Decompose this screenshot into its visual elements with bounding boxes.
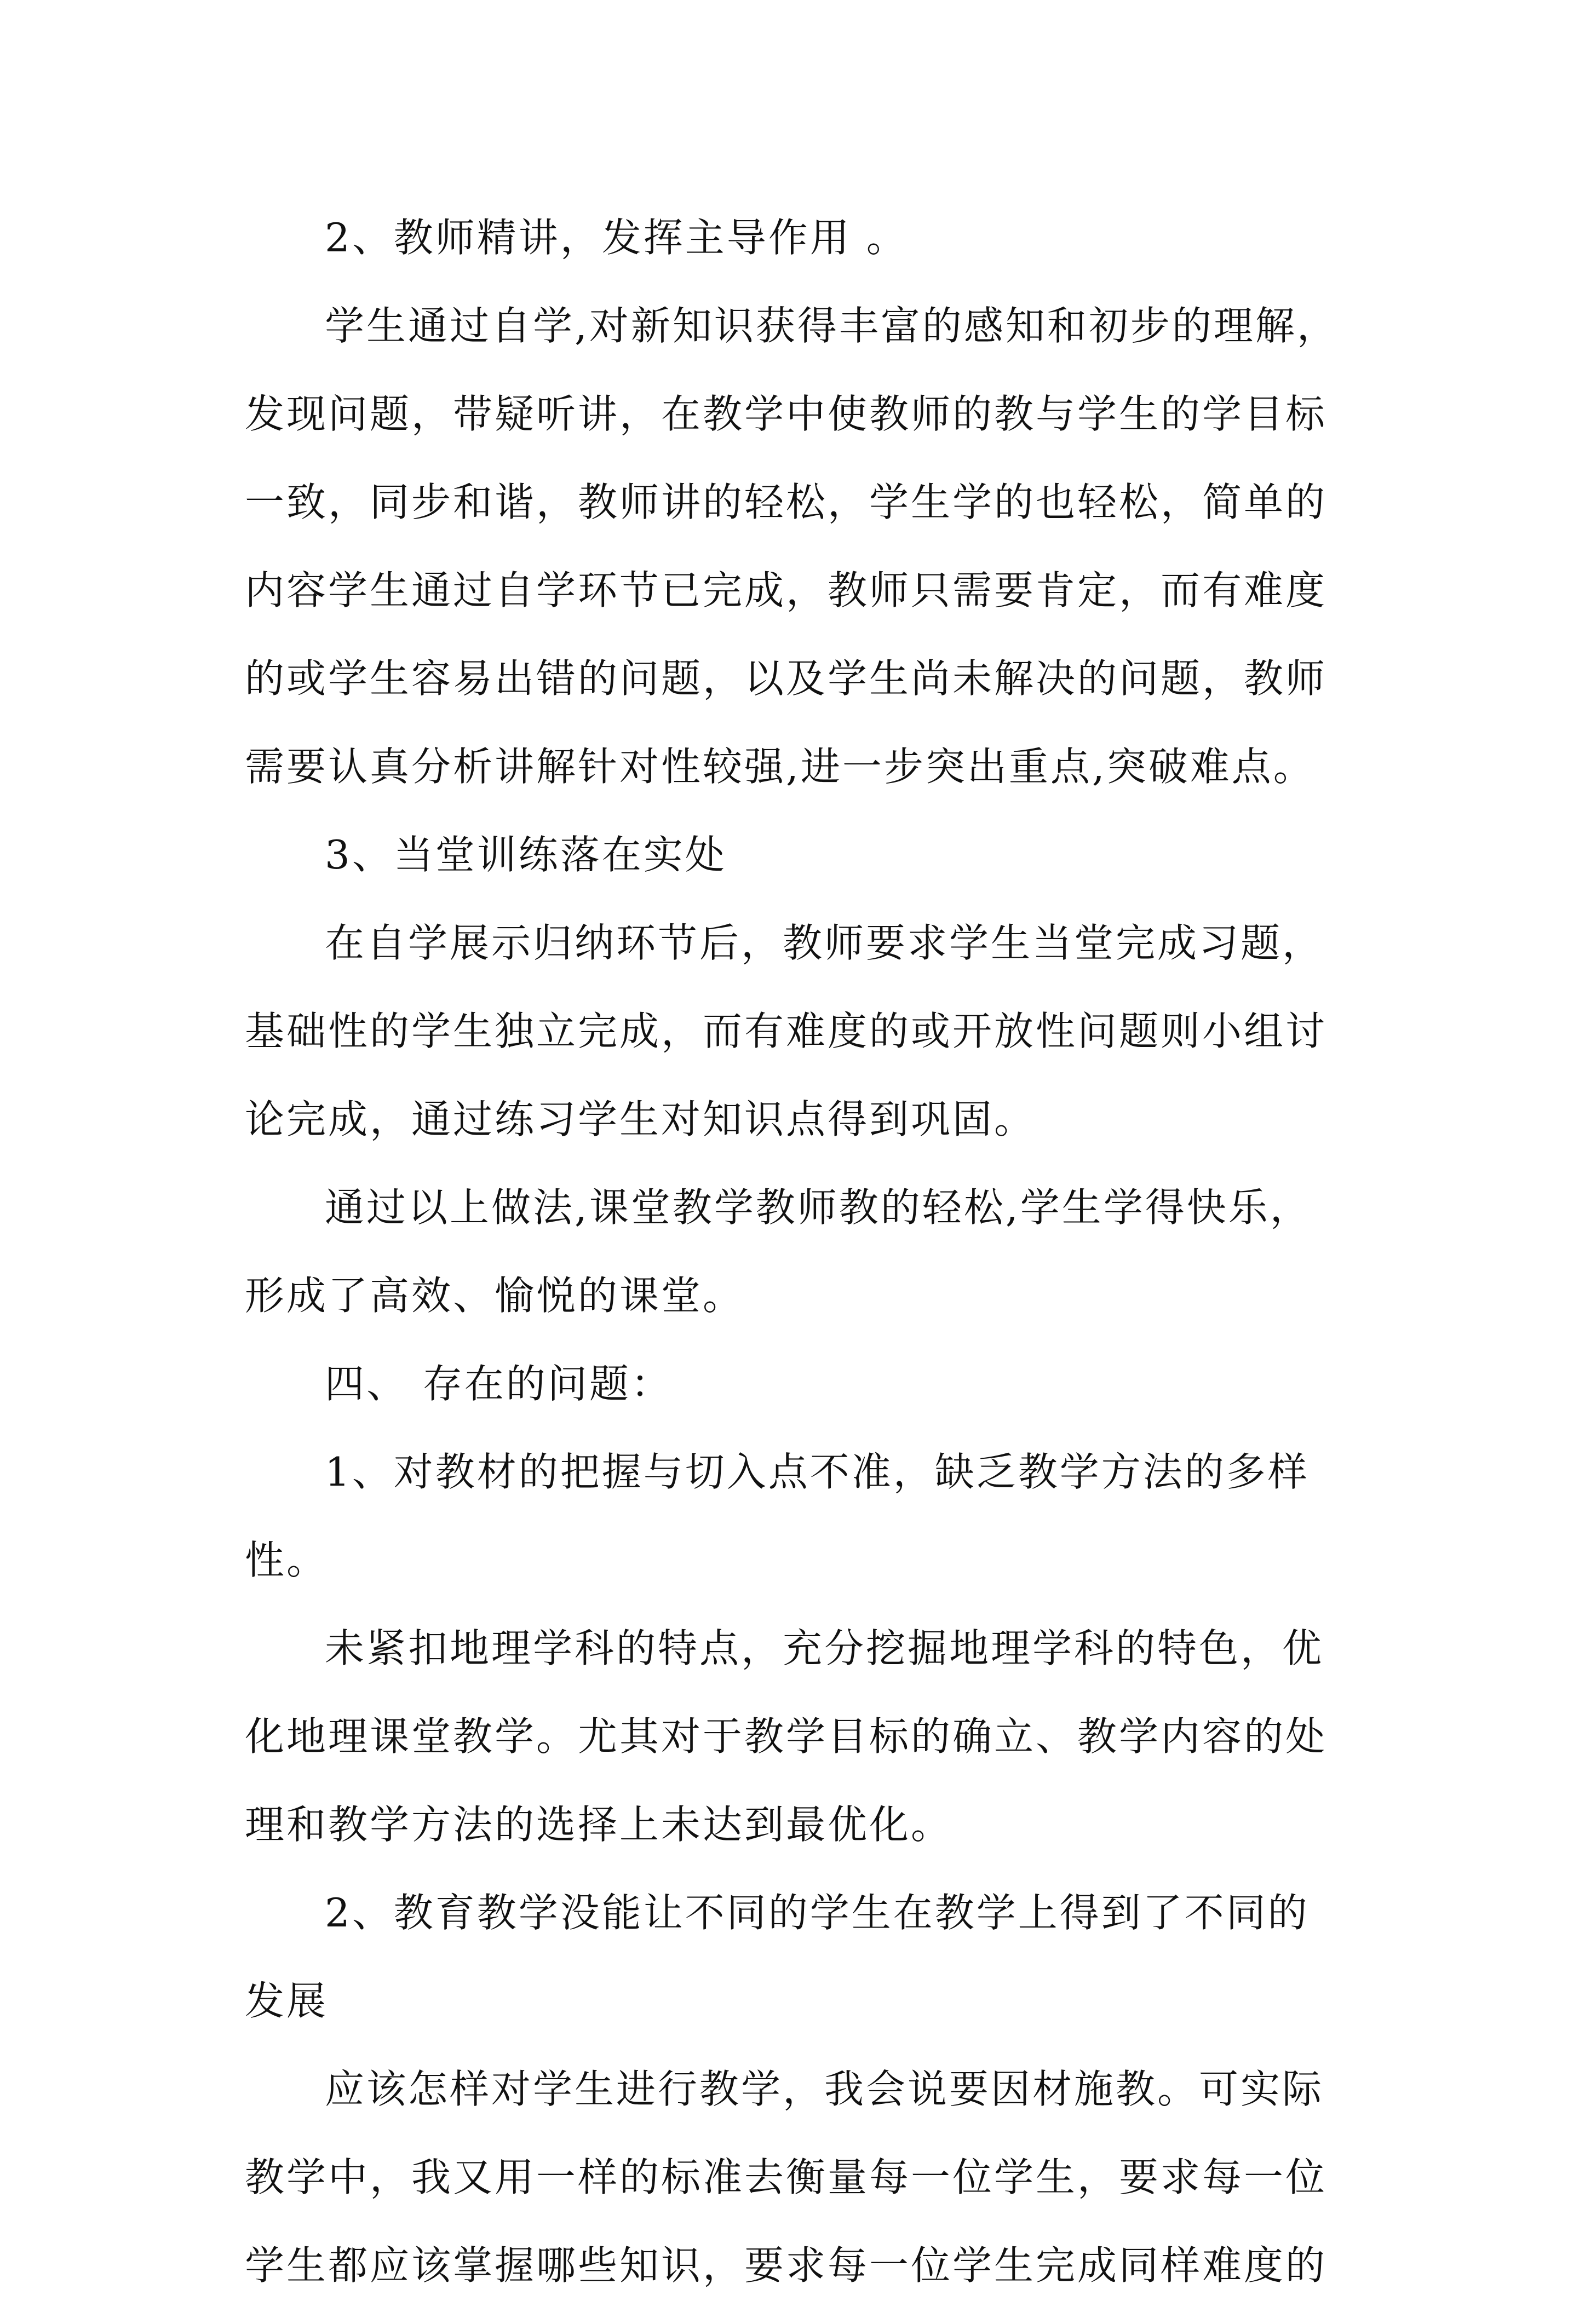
text-line: 的或学生容易出错的问题，以及学生尚未解决的问题，教师 bbox=[245, 655, 1328, 701]
text-line: 发现问题，带疑听讲，在教学中使教师的教与学生的学目标 bbox=[245, 391, 1328, 437]
text-line: 需要认真分析讲解针对性较强,进一步突出重点,突破难点。 bbox=[245, 744, 1315, 790]
text-line: 通过以上做法,课堂教学教师教的轻松,学生学得快乐， bbox=[325, 1184, 1312, 1230]
text-line: 2、教师精讲，发挥主导作用 。 bbox=[325, 215, 908, 261]
text-line: 2、教育教学没能让不同的学生在教学上得到了不同的 bbox=[325, 1890, 1310, 1936]
text-line: 教学中，我又用一样的标准去衡量每一位学生，要求每一位 bbox=[245, 2154, 1328, 2200]
text-line: 理和教学方法的选择上未达到最优化。 bbox=[245, 1802, 953, 1848]
document-body bbox=[245, 208, 1395, 2324]
text-line: 1、对教材的把握与切入点不准，缺乏教学方法的多样 bbox=[325, 1449, 1310, 1495]
text-line: 基础性的学生独立完成，而有难度的或开放性问题则小组讨 bbox=[245, 1008, 1328, 1054]
text-line: 应该怎样对学生进行教学，我会说要因材施教。可实际 bbox=[325, 2066, 1324, 2112]
text-line: 一致，同步和谐，教师讲的轻松，学生学的也轻松，简单的 bbox=[245, 479, 1328, 525]
text-line: 学生通过自学,对新知识获得丰富的感知和初步的理解， bbox=[325, 303, 1339, 349]
section-heading: 3、当堂训练落在实处 bbox=[325, 832, 727, 878]
text-line: 未紧扣地理学科的特点，充分挖掘地理学科的特色，优 bbox=[325, 1625, 1324, 1671]
text-line: 学生都应该掌握哪些知识，要求每一位学生完成同样难度的 bbox=[245, 2242, 1328, 2288]
section-heading: 四、 存在的问题： bbox=[325, 1361, 673, 1407]
text-line: 形成了高效、愉悦的课堂。 bbox=[245, 1273, 745, 1319]
text-line: 论完成，通过练习学生对知识点得到巩固。 bbox=[245, 1096, 1036, 1142]
text-line: 化地理课堂教学。尤其对于教学目标的确立、教学内容的处 bbox=[245, 1713, 1328, 1759]
text-line: 内容学生通过自学环节已完成，教师只需要肯定，而有难度 bbox=[245, 567, 1328, 613]
text-line: 性。 bbox=[245, 1537, 329, 1583]
text-line: 发展 bbox=[245, 1978, 329, 2024]
text-line: 在自学展示归纳环节后，教师要求学生当堂完成习题， bbox=[325, 920, 1324, 966]
